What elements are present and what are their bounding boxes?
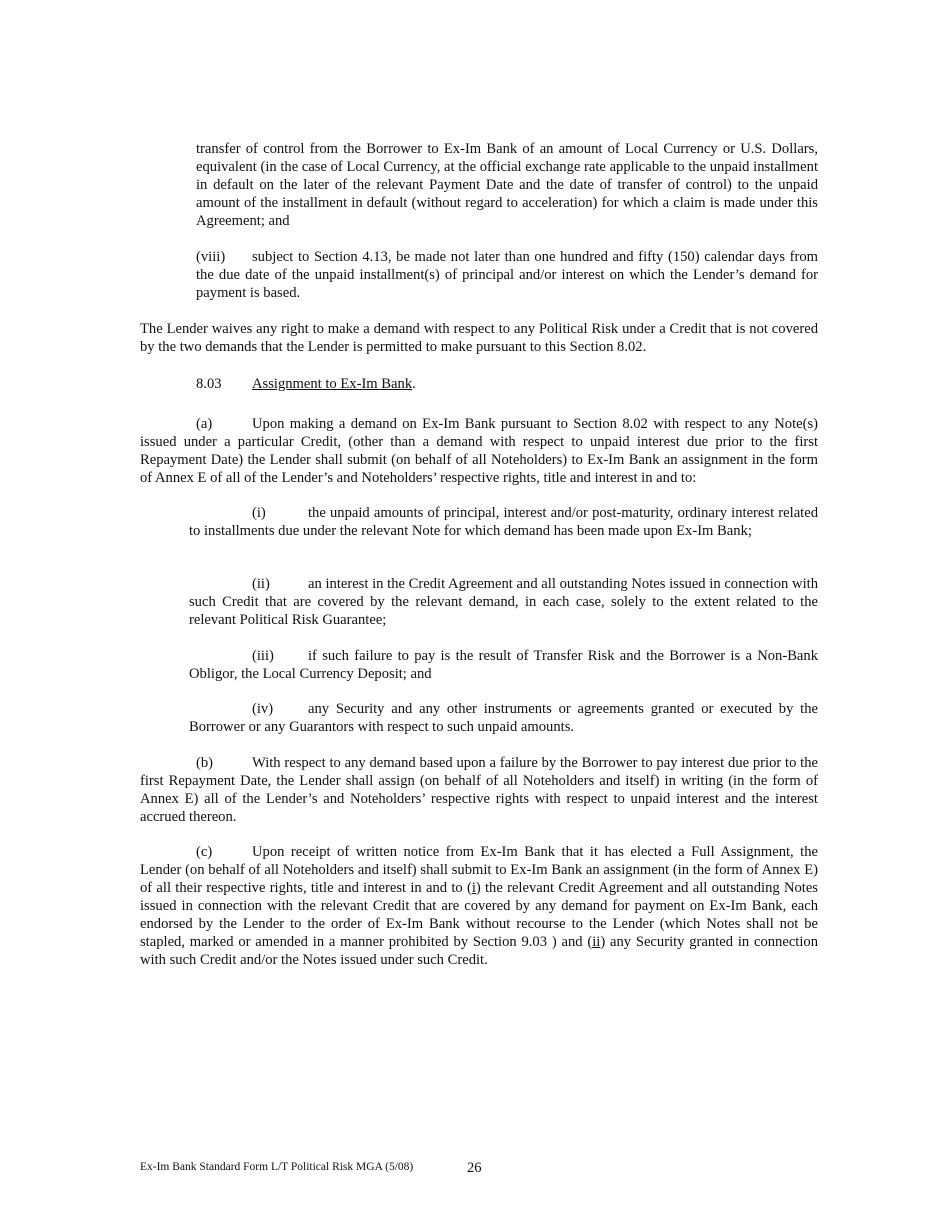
sub-item-ii (189, 575, 818, 629)
paragraph-c-marker-ii: ii (592, 934, 601, 950)
section-title-period: . (412, 376, 416, 392)
paragraph-c-text-1: Upon receipt of written notice from Ex-Im Bank that it has elected a Full Assignment, the Lender (on behalf of all Noteholders and itself) shall submit to Ex-Im Bank an assignment (in the form of Annex E) of all their respective rights, title and interest in and to ( (140, 844, 818, 896)
sub-item-iv-label: (iv) (252, 701, 274, 717)
paragraph-b-text: With respect to any demand based upon a failure by the Borrower to pay interest due prior to the first Repayment Date, the Lender shall assign (on behalf of all Noteholders and itself) in writing (in the form of Annex E) all of the Lender’s and Noteholders’ respective rights with respect to unpaid interest and the interest accrued thereon. (140, 755, 818, 825)
paragraph-c (140, 843, 818, 969)
paragraph-c-marker-i: i (471, 880, 476, 896)
sub-item-i-label: (i) (252, 505, 266, 521)
paragraph-c-label: (c) (196, 844, 213, 860)
sub-item-iii-text: if such failure to pay is the result of Transfer Risk and the Borrower is a Non-Bank Obligor, the Local Currency Deposit; and (189, 648, 818, 682)
paragraph-c-text-2: ) the relevant Credit Agreement and all outstanding Notes issued in connection with the relevant Credit that are covered by any demand for payment on Ex-Im Bank, each endorsed by the Lender to the order of Ex-Im Bank without recourse to the Lender (which Notes shall not be stapled, marked or amended in a manner prohibited by Section 9.03 ) and ( (140, 880, 818, 950)
paragraph-c-text-3: ) any Security granted in connection with such Credit and/or the Notes issued under such Credit. (140, 934, 818, 968)
sub-item-ii-label: (ii) (252, 576, 270, 592)
sub-item-i (189, 504, 818, 540)
paragraph-a (140, 415, 818, 487)
sub-item-iii-label: (iii) (252, 648, 274, 664)
waiver-paragraph: The Lender waives any right to make a demand with respect to any Political Risk under a Credit that is not covered by the two demands that the Lender is permitted to make pursuant to this Section 8.02. (140, 321, 818, 355)
section-title: Assignment to Ex-Im Bank (252, 376, 413, 392)
sub-item-iv-text: any Security and any other instruments or agreements granted or executed by the Borrower or any Guarantors with respect to such unpaid amounts. (189, 701, 818, 735)
paragraph-b-label: (b) (196, 755, 214, 771)
sub-item-ii-text: an interest in the Credit Agreement and all outstanding Notes issued in connection with such Credit that are covered by the relevant demand, in each case, solely to the extent related to the relevant Political Risk Guarantee; (189, 576, 818, 628)
sub-item-i-text: the unpaid amounts of principal, interest and/or post-maturity, ordinary interest related to installments due under the relevant Note for which demand has been made upon Ex-Im Bank; (189, 505, 818, 539)
page-number: 26 (467, 1160, 482, 1176)
paragraph-a-text: Upon making a demand on Ex-Im Bank pursuant to Section 8.02 with respect to any Note(s) issued under a particular Credit, (other than a demand with respect to unpaid interest due prior to the first Repayment Date) the Lender shall submit (on behalf of all Noteholders) to Ex-Im Bank an assignment in the form of Annex E of all of the Lender’s and Noteholders’ respective rights, title and interest in and to: (140, 416, 818, 486)
sub-item-iii (189, 647, 818, 683)
footer-form-name: Ex-Im Bank Standard Form L/T Political Risk MGA (5/08) (140, 1161, 414, 1173)
paragraph-b (140, 754, 818, 826)
section-number: 8.03 (196, 376, 222, 392)
paragraph-a-label: (a) (196, 416, 213, 432)
item-viii (196, 248, 818, 302)
paragraph-continuation: transfer of control from the Borrower to Ex-Im Bank of an amount of Local Currency or U.S. Dollars, equivalent (in the case of Local Currency, at the official exchange rate applicable to the unpaid installment in default on the later of the relevant Payment Date and the date of transfer of control) to the unpaid amount of the installment in default (without regard to acceleration) for which a claim is made under this Agreement; and (196, 141, 818, 229)
item-viii-text: subject to Section 4.13, be made not later than one hundred and fifty (150) calendar days from the due date of the unpaid installment(s) of principal and/or interest on which the Lender’s demand for payment is based. (196, 249, 818, 301)
sub-item-iv (189, 700, 818, 736)
section-heading (196, 375, 596, 393)
item-viii-label: (viii) (196, 249, 226, 265)
